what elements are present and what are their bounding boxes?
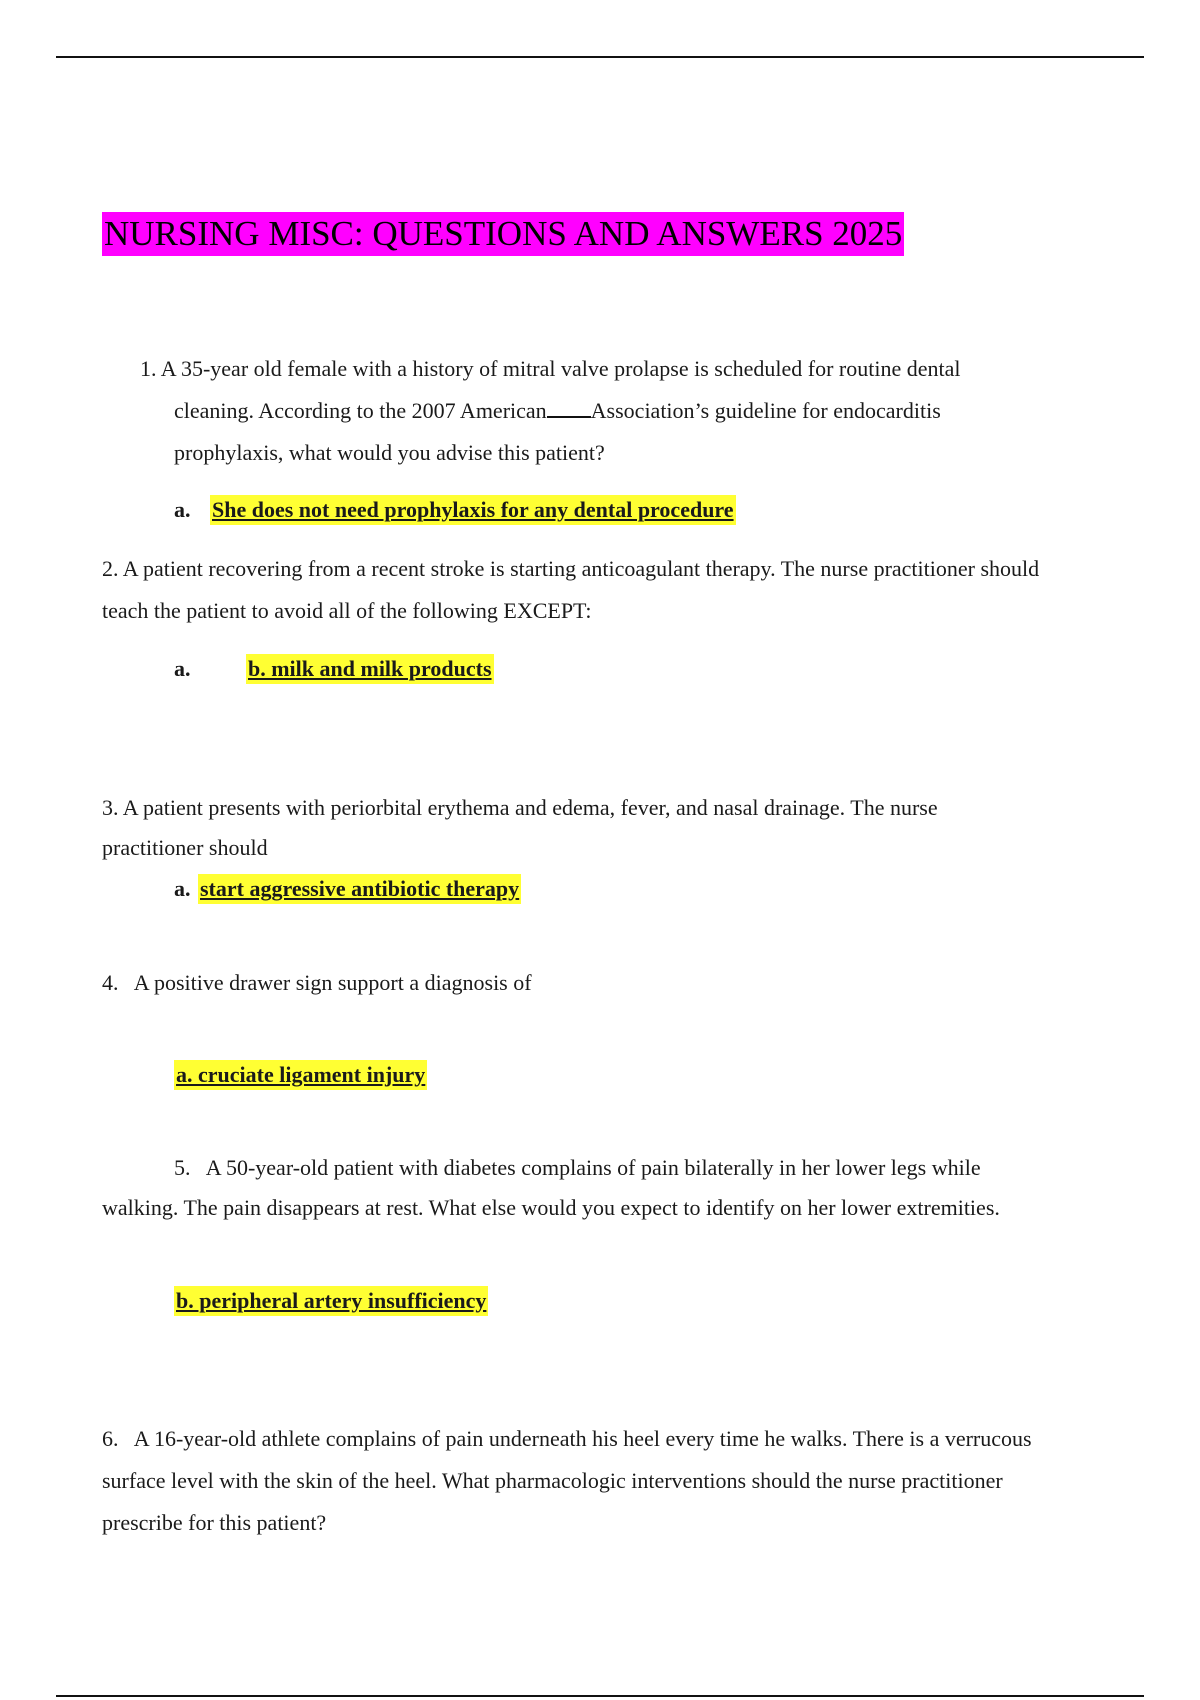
- answer-2-label: a.: [174, 656, 191, 681]
- question-6-line-3: prescribe for this patient?: [102, 1510, 327, 1535]
- question-5-line-2: walking. The pain disappears at rest. What else would you expect to identify on her lower extremities.: [102, 1195, 1000, 1220]
- question-3-line-2: practitioner should: [102, 835, 268, 860]
- question-6-line-1: 6. A 16-year-old athlete complains of pain underneath his heel every time he walks. There is a verrucous: [102, 1426, 1032, 1451]
- question-1-line-1: 1. A 35-year old female with a history of mitral valve prolapse is scheduled for routine dental: [140, 356, 961, 381]
- answer-3-label: a.: [174, 876, 191, 901]
- bottom-rule: [56, 1695, 1144, 1697]
- question-1-line-2: cleaning. According to the 2007 American Association’s guideline for endocarditis: [174, 398, 941, 423]
- answer-5: b. peripheral artery insufficiency: [174, 1286, 488, 1316]
- fill-in-blank: [547, 398, 591, 418]
- question-5: [102, 1148, 1162, 1228]
- question-5-line-1: 5. A 50-year-old patient with diabetes complains of pain bilaterally in her lower legs while: [174, 1155, 981, 1180]
- answer-1: She does not need prophylaxis for any dental procedure: [210, 495, 736, 525]
- answer-1-label: a.: [174, 497, 191, 522]
- question-1-line-3: prophylaxis, what would you advise this patient?: [174, 440, 605, 465]
- question-3-line-1: 3. A patient presents with periorbital erythema and edema, fever, and nasal drainage. The nurse: [102, 795, 938, 820]
- top-rule: [56, 56, 1144, 58]
- question-2-line-1: 2. A patient recovering from a recent stroke is starting anticoagulant therapy. The nurse practitioner should: [102, 556, 1040, 581]
- page-title: NURSING MISC: QUESTIONS AND ANSWERS 2025: [102, 212, 904, 256]
- question-2: [102, 548, 1162, 632]
- answer-4: a. cruciate ligament injury: [174, 1060, 427, 1090]
- question-3: [102, 788, 1102, 868]
- answer-2: b. milk and milk products: [246, 654, 494, 684]
- answer-3: start aggressive antibiotic therapy: [198, 874, 521, 904]
- question-2-line-2: teach the patient to avoid all of the following EXCEPT:: [102, 598, 592, 623]
- question-6: [102, 1418, 1162, 1544]
- question-1: [140, 348, 1140, 474]
- question-4: 4. A positive drawer sign support a diagnosis of: [102, 970, 532, 995]
- question-6-line-2: surface level with the skin of the heel. What pharmacologic interventions should the nurse practitioner: [102, 1468, 1003, 1493]
